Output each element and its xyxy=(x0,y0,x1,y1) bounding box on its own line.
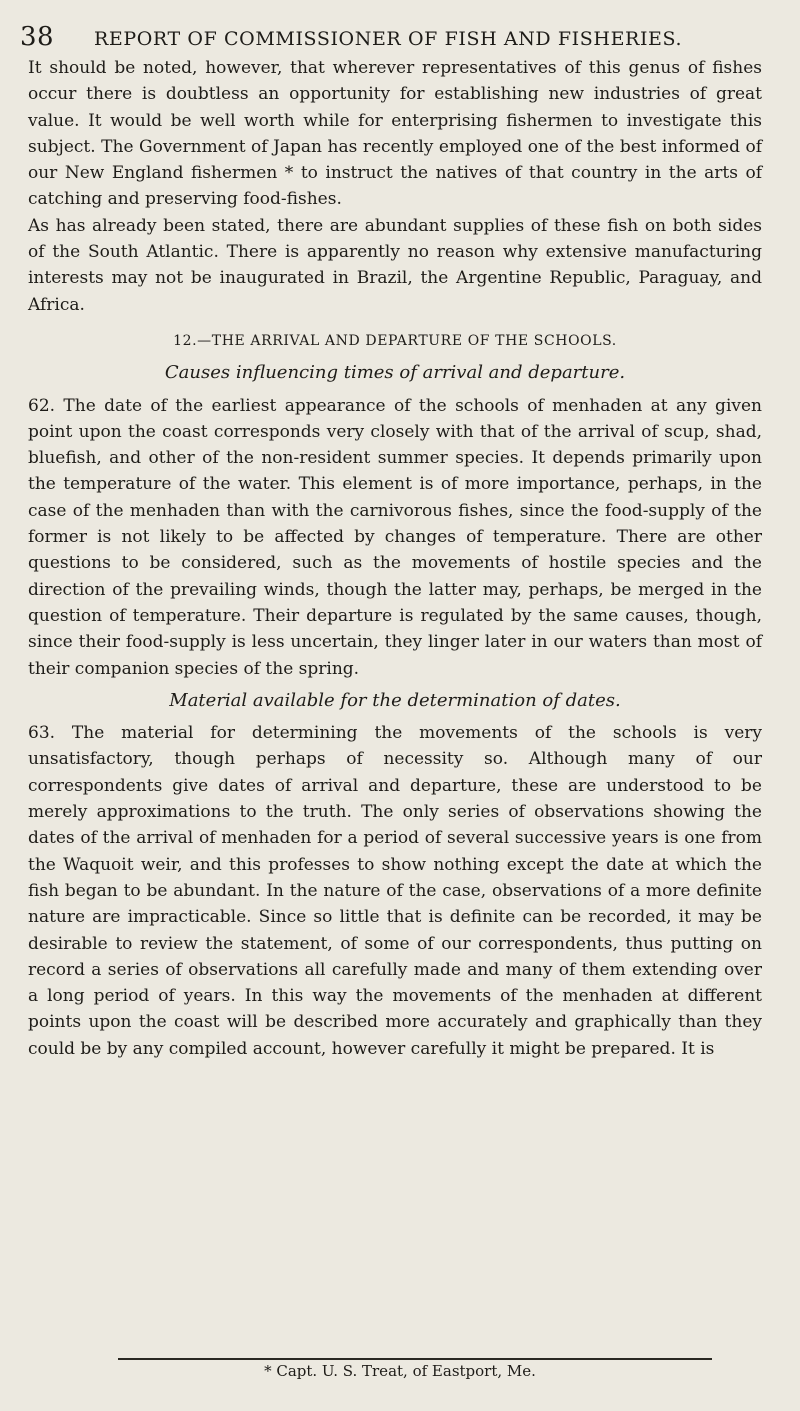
body-text xyxy=(28,55,762,1062)
page-number: 38 xyxy=(20,22,55,52)
paragraph-2: As has already been stated, there are abundant supplies of these fish on both sides of the South Atlantic. There is apparently no reason why extensive manufacturing interests may not be inaugurated in Brazil, the Argentine Republic, Paraguay, and Africa. xyxy=(28,215,762,315)
paragraph-63: 63. The material for determining the movements of the schools is very unsatisfactory, though perhaps of necessity so. Although many of our correspondents give dates of arrival and departure, these are understood to be merely approximations to the truth. The only series of observations showing the dates of the arrival of menhaden for a period of several successive years is one from the Waquoit weir, and this professes to show nothing except the date at which the fish began to be abundant. In the nature of the case, observations of a more definite nature are impracticable. Since so little that is definite can be recorded, it may be desirable to review the statement, of some of our correspondents, thus putting on record a series of observations all carefully made and many of them extending over a long period of years. In this way the movements of the menhaden at different points upon the coast will be described more accurately and graphically than they could be by any compiled account, however carefully it might be prepared. It is xyxy=(28,723,762,1059)
section-title: 12.—THE ARRIVAL AND DEPARTURE OF THE SCHOOLS. xyxy=(173,332,617,349)
subheading-material: Material available for the determination of dates. xyxy=(169,689,621,711)
running-title: REPORT OF COMMISSIONER OF FISH AND FISHERIES. xyxy=(94,28,683,50)
subheading-causes: Causes influencing times of arrival and departure. xyxy=(164,362,626,384)
paragraph-62: 62. The date of the earliest appearance of the schools of menhaden at any given point upon the coast corresponds very closely with that of the arrival of scup, shad, bluefish, and other of the non-resident summer species. It depends primarily upon the temperature of the water. This element is of more importance, perhaps, in the case of the menhaden than with the carnivorous fishes, since the food-supply of the former is not likely to be affected by changes of temperature. There are other questions to be considered, such as the movements of hostile species and the direction of the prevailing winds, though the latter may, perhaps, be merged in the question of temperature. Their departure is regulated by the same causes, though, since their food-supply is less uncertain, they linger later in our waters than most of their companion species of the spring. xyxy=(28,395,762,679)
page-header xyxy=(20,20,764,58)
page xyxy=(20,20,764,58)
footnote-divider xyxy=(118,1358,712,1360)
footnote: * Capt. U. S. Treat, of Eastport, Me. xyxy=(264,1362,536,1380)
paragraph-1: It should be noted, however, that wherever representatives of this genus of fishes occur there is doubtless an opportunity for establishing new industries of great value. It would be well worth while for enterprising fishermen to investigate this subject. The Government of Japan has recently employed one of the best informed of our New England fishermen * to instruct the natives of that country in the arts of catching and preserving food-fishes. xyxy=(28,58,762,210)
